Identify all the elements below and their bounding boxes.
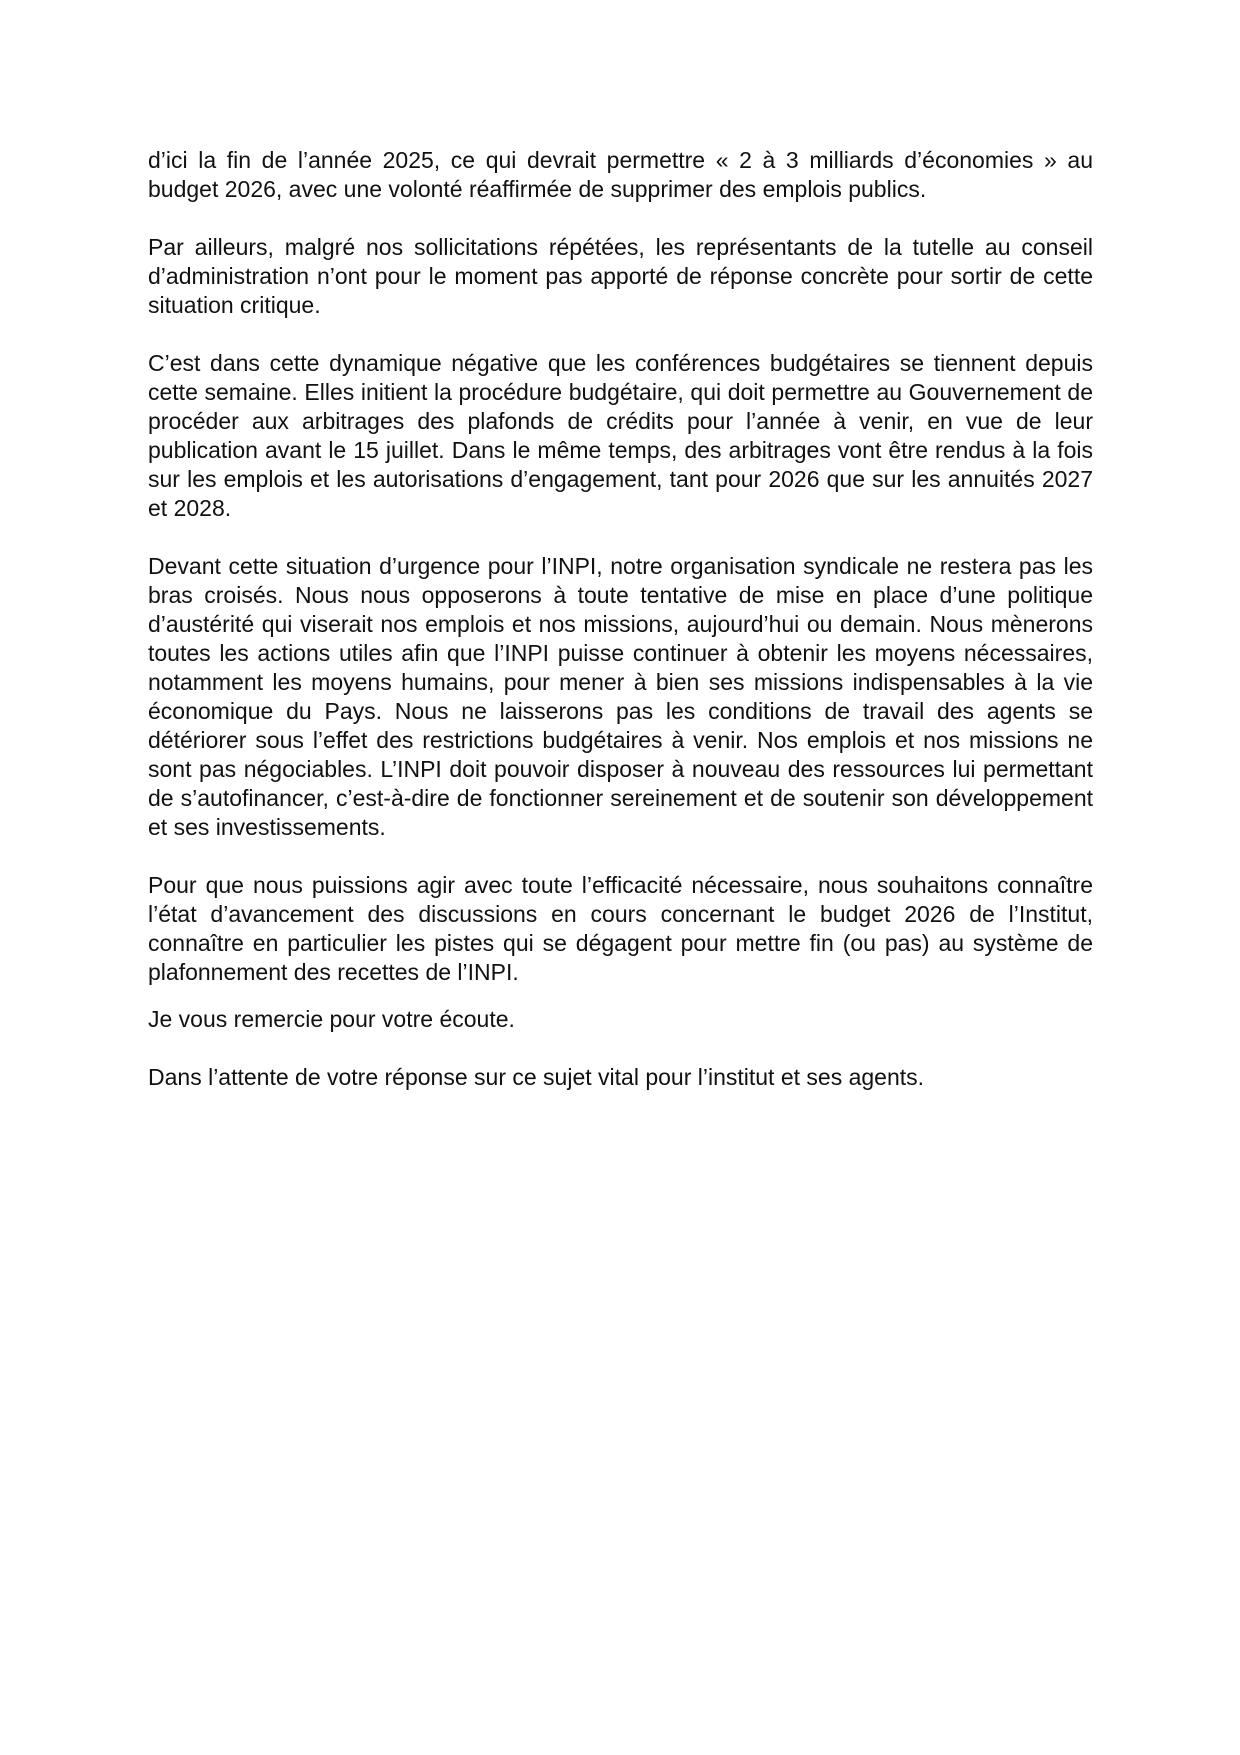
paragraph-information-request: Pour que nous puissions agir avec toute l’efficacité nécessaire, nous souhaitons connaître l’état d’avancement des discussions en cours concernant le budget 2026 de l’Institut, connaître en particulier les pistes qui se dégagent pour mettre fin (ou pas) au système de plafonnement des recettes de l’INPI. (148, 872, 1093, 985)
paragraph-tutelle-response: Par ailleurs, malgré nos sollicitations répétées, les représentants de la tutelle au conseil d’administration n’ont pour le moment pas apporté de réponse concrète pour sortir de cette situation critique. (148, 234, 1093, 318)
paragraph-thanks: Je vous remercie pour votre écoute. (148, 1006, 515, 1032)
paragraph-budget-conferences: C’est dans cette dynamique négative que les conférences budgétaires se tiennent depuis cette semaine. Elles initient la procédure budgétaire, qui doit permettre au Gouvernement de procéder aux arbitrages des plafonds de crédits pour l’année à venir, en vue de leur publication avant le 15 juillet. Dans le même temps, des arbitrages vont être rendus à la fois sur les emplois et les autorisations d’engagement, tant pour 2026 que sur les annuités 2027 et 2028. (148, 350, 1093, 521)
paragraph-budget-savings: d’ici la fin de l’année 2025, ce qui devrait permettre « 2 à 3 milliards d’économies » au budget 2026, avec une volonté réaffirmée de supprimer des emplois publics. (148, 147, 1093, 202)
paragraph-closing: Dans l’attente de votre réponse sur ce sujet vital pour l’institut et ses agents. (148, 1064, 925, 1090)
document-body (148, 146, 1093, 1092)
paragraph-union-position: Devant cette situation d’urgence pour l’INPI, notre organisation syndicale ne restera pas les bras croisés. Nous nous opposerons à toute tentative de mise en place d’une politique d’austérité qui viserait nos emplois et nos missions, aujourd’hui ou demain. Nous mènerons toutes les actions utiles afin que l’INPI puisse continuer à obtenir les moyens nécessaires, notamment les moyens humains, pour mener à bien ses missions indispensables à la vie économique du Pays. Nous ne laisserons pas les conditions de travail des agents se détériorer sous l’effet des restrictions budgétaires à venir. Nos emplois et nos missions ne sont pas négociables. L’INPI doit pouvoir disposer à nouveau des ressources lui permettant de s’autofinancer, c’est-à-dire de fonctionner sereinement et de soutenir son développement et ses investissements. (148, 553, 1093, 840)
